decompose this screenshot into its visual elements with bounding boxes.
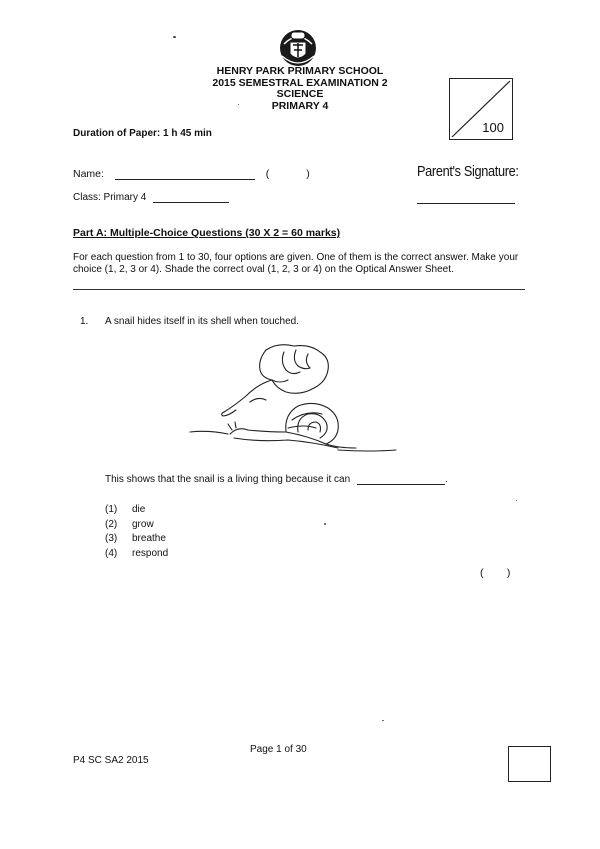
question-stem [105,473,448,485]
option-text: grow [132,518,154,530]
scan-speck [173,36,176,38]
name-row [73,167,310,180]
option-number: (2) [105,518,118,530]
question-text: A snail hides itself in its shell when touched. [105,316,299,327]
register-paren-close: ) [306,168,310,180]
score-total: 100 [482,120,504,135]
scan-speck [516,500,517,501]
scan-speck [382,720,384,721]
section-divider [73,289,525,290]
class-row [73,191,229,203]
page-mark-box [508,746,551,782]
answer-blank [357,473,445,485]
option-number: (3) [105,533,118,544]
class-field[interactable] [153,191,229,203]
exam-title: 2015 SEMESTRAL EXAMINATION 2 [212,76,388,89]
class-label: Class: Primary 4 [73,192,147,203]
option-number: (4) [105,547,118,559]
instructions-text: For each question from 1 to 30, four options are given. One of them is the correct answer. Make your choice (1, 2, 3 or 4). Shade the correct oval (1, 2, 3 or 4) on the Optical Answer Sheet. [73,252,519,275]
option-item[interactable] [105,532,168,547]
question-number: 1. [80,316,89,327]
school-crest-logo [276,26,320,68]
answer-bracket[interactable]: ( ) [480,567,511,579]
parent-signature-label: Parent's Signature: [417,163,519,180]
option-item[interactable] [105,503,168,518]
option-text: breathe [132,533,166,544]
question-stem-text: This shows that the snail is a living thing because it can [105,474,351,485]
option-text: die [132,504,146,515]
option-text: respond [132,547,169,559]
option-number: (1) [105,504,118,515]
snail-touched-illustration [188,340,398,462]
score-box [449,78,513,140]
option-item[interactable] [105,518,168,533]
page-number: Page 1 of 30 [250,744,307,755]
register-paren-open: ( [265,168,270,180]
option-item[interactable] [105,547,168,562]
scan-speck [238,104,239,105]
scan-speck [324,523,326,525]
name-field[interactable] [115,167,255,180]
school-name: HENRY PARK PRIMARY SCHOOL [216,65,384,77]
question-stem-end: . [444,474,448,485]
exam-header [150,66,450,112]
level-title: PRIMARY 4 [271,99,329,112]
options-list [105,503,168,561]
paper-duration: Duration of Paper: 1 h 45 min [73,128,212,139]
subject-title: SCIENCE [276,88,324,100]
paper-code: P4 SC SA2 2015 [73,755,149,766]
name-label: Name: [73,168,104,180]
part-a-title: Part A: Multiple-Choice Questions (30 X 2 = 60 marks) [73,227,341,239]
parent-signature-field[interactable] [417,203,515,204]
